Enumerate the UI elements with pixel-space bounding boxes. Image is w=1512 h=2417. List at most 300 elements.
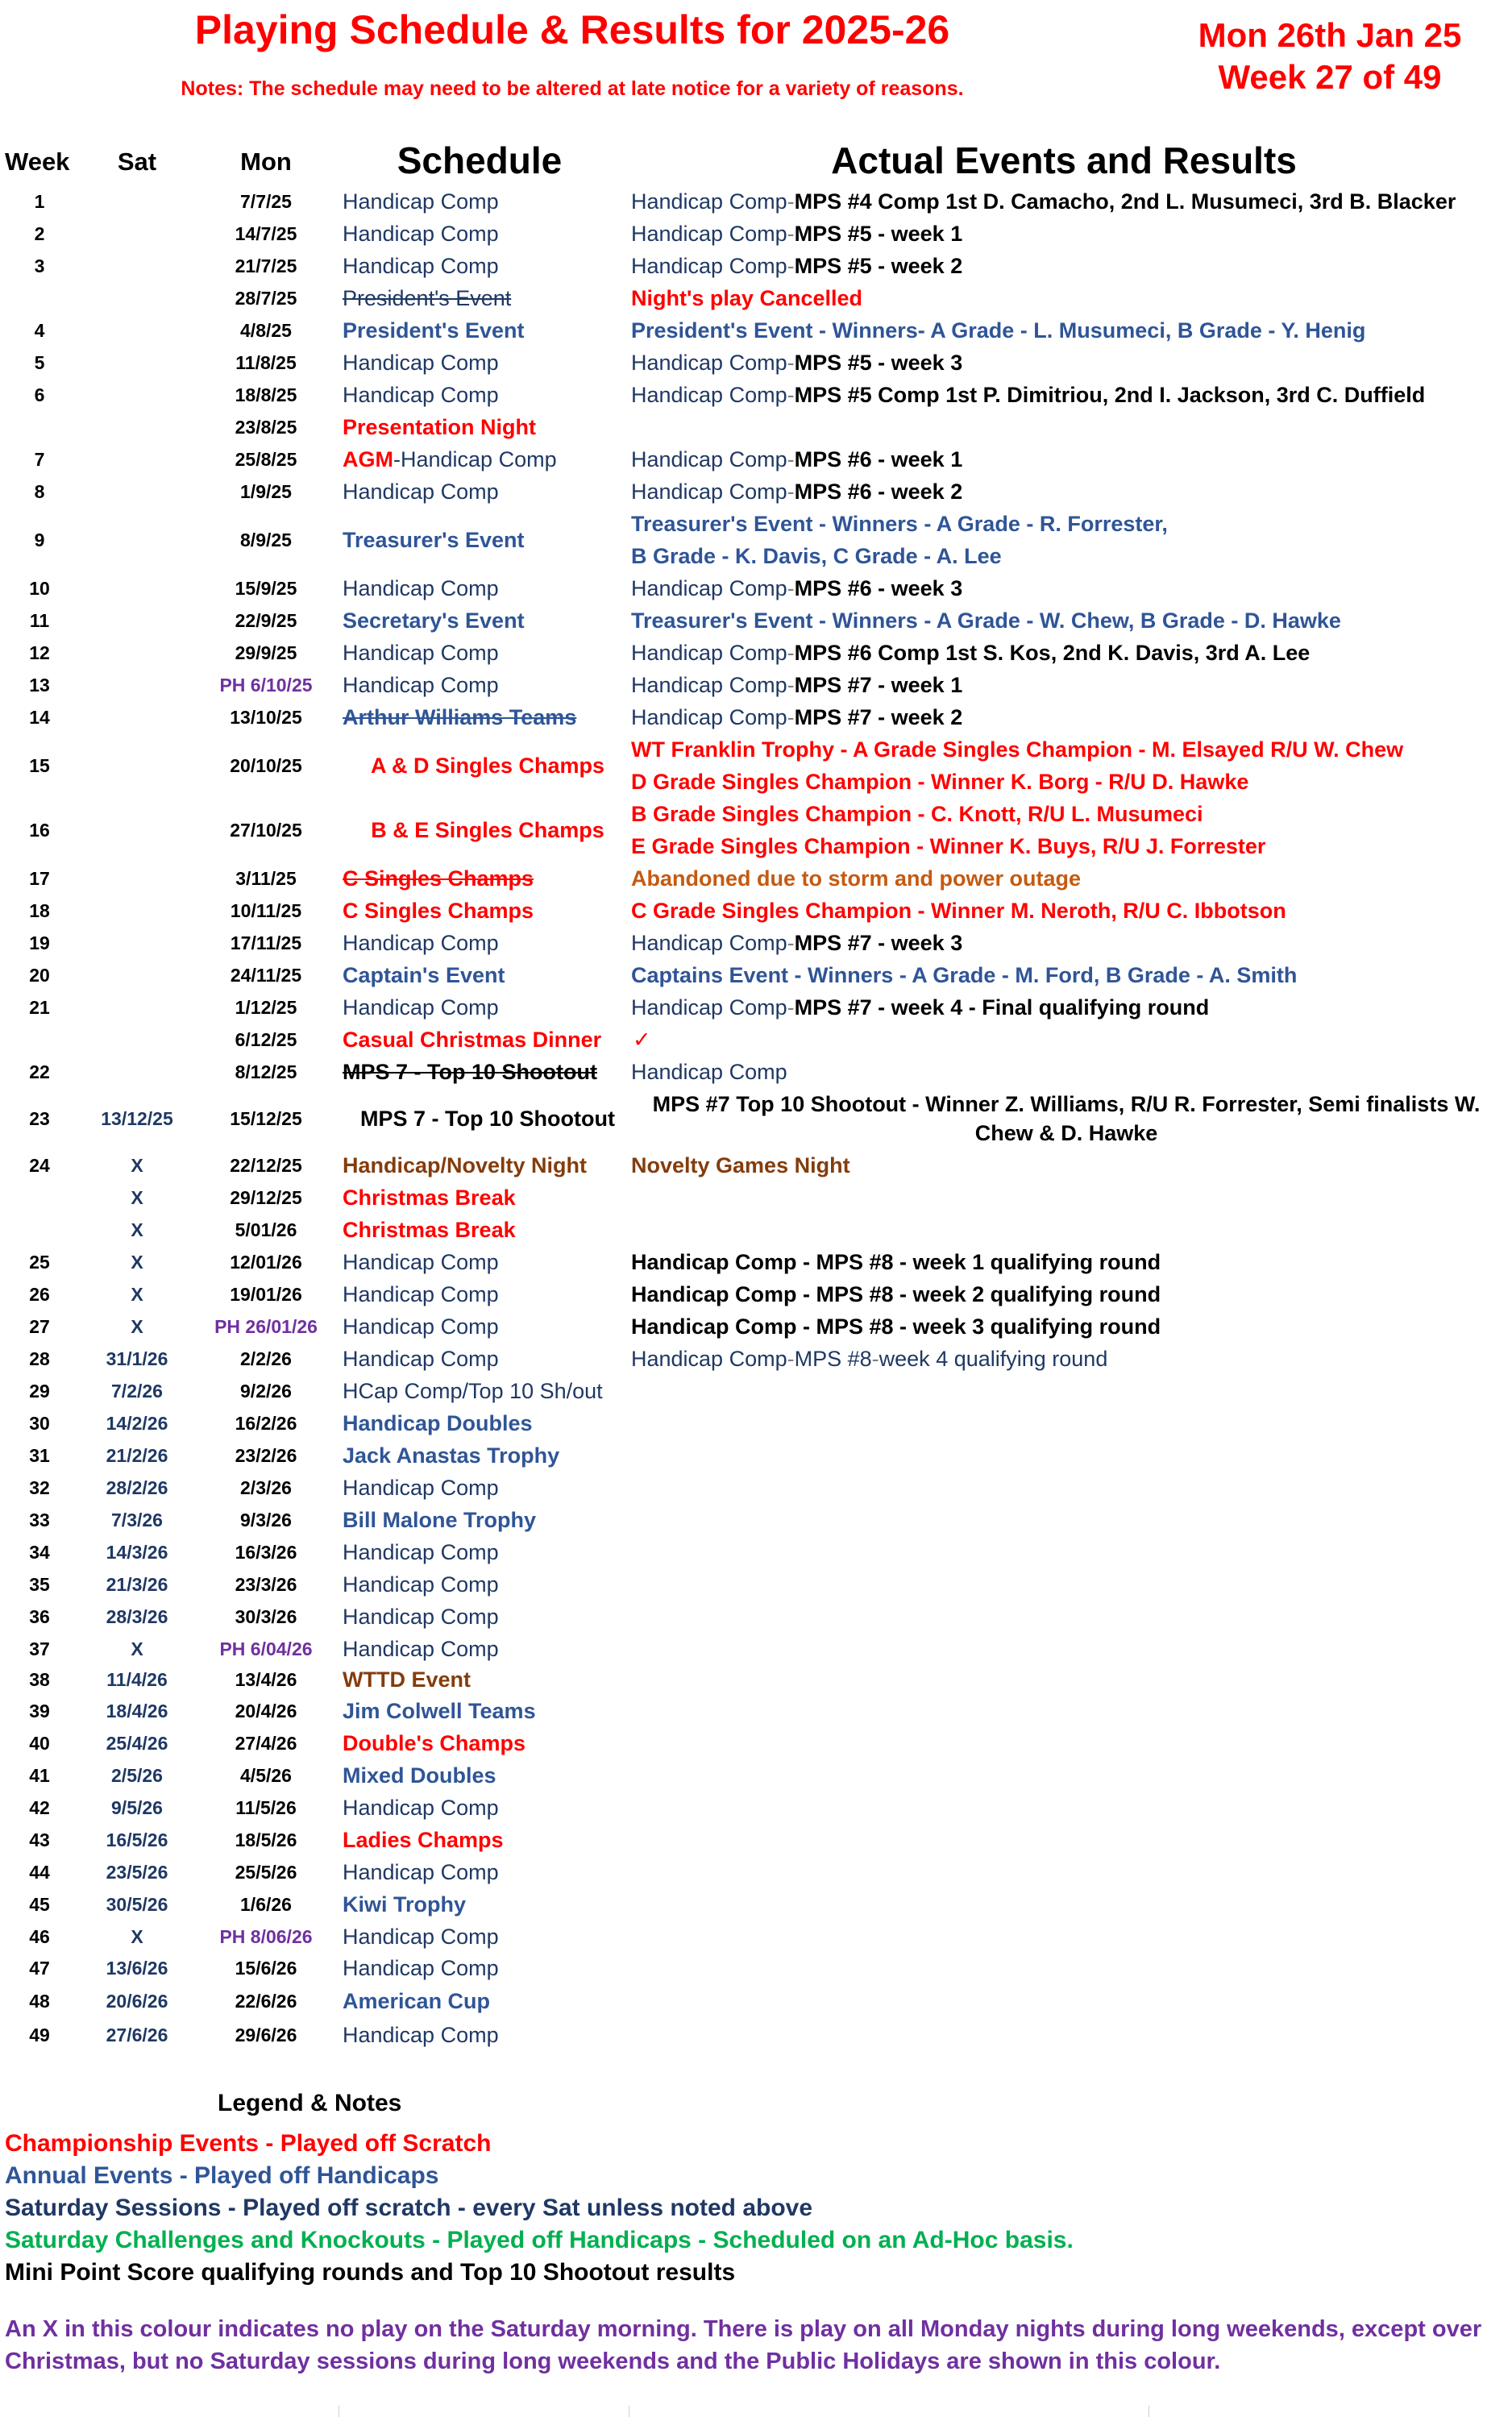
schedule-cell: Bill Malone Trophy [343, 1507, 537, 1532]
mon-cell: 22/9/25 [235, 609, 297, 631]
mon-cell: 24/11/25 [230, 964, 302, 986]
mon-cell: 15/12/25 [230, 1107, 302, 1129]
sat-cell: 25/4/26 [106, 1732, 168, 1754]
table-row [0, 508, 1512, 572]
week-cell [0, 411, 79, 443]
mon-cell: 1/6/26 [240, 1893, 292, 1915]
header-sat: Sat [117, 147, 157, 176]
actual-cell [631, 991, 1502, 1024]
sat-cell: 18/4/26 [106, 1700, 168, 1721]
actual-cell: Night's play Cancelled [631, 285, 862, 310]
sat-cell [89, 282, 185, 314]
actual-sep: - [787, 479, 795, 504]
sat-cell [89, 443, 185, 476]
table-row [0, 1504, 1512, 1536]
table-row [0, 1665, 1512, 1695]
mon-cell: 11/5/26 [235, 1796, 297, 1818]
actual-cell: C Grade Singles Champion - Winner M. Neroth, R/U C. Ibbotson [631, 898, 1286, 923]
legend-mps: Mini Point Score qualifying rounds and Top 10 Shootout results [5, 2259, 736, 2286]
week-cell: 26 [29, 1283, 50, 1305]
sat-cell [89, 733, 185, 798]
week-cell: 12 [29, 642, 50, 663]
schedule-cell: Presentation Night [343, 414, 537, 439]
footer-note: An X in this colour indicates no play on the Saturday morning. There is play on all Monday nights during long weekends, except over Christmas, but no Saturday sessions during long weekends and the Public Holidays are shown in this colour. [5, 2316, 1482, 2374]
sat-cell [89, 314, 185, 347]
mon-cell: 2/3/26 [240, 1476, 292, 1498]
sat-cell: 13/6/26 [106, 1957, 168, 1979]
sat-cell: 2/5/26 [111, 1764, 163, 1786]
week-cell: 35 [29, 1573, 50, 1595]
schedule-cell: Captain's Event [343, 962, 505, 987]
week-cell: 13 [29, 674, 50, 696]
table-row [0, 1246, 1512, 1278]
mon-cell: 19/01/26 [230, 1283, 302, 1305]
table-row [0, 2019, 1512, 2051]
mon-cell: 22/12/25 [230, 1154, 302, 1176]
week-cell: 25 [29, 1251, 50, 1273]
sat-cell: X [131, 1219, 143, 1240]
mon-cell: 14/7/25 [235, 222, 297, 244]
page-title: Playing Schedule & Results for 2025-26 [194, 7, 950, 52]
actual-event: Handicap Comp [631, 930, 787, 955]
week-cell: 5 [34, 351, 45, 373]
schedule-cell: Handicap Comp [343, 1795, 499, 1820]
schedule-cell: Handicap Comp [343, 1572, 499, 1597]
schedule-cell: Handicap Comp [343, 1475, 499, 1500]
actual-cell [631, 1088, 1502, 1149]
sat-cell [89, 701, 185, 733]
sat-cell: X [131, 1283, 143, 1305]
week-cell: 33 [29, 1509, 50, 1530]
sat-cell: 31/1/26 [106, 1348, 168, 1369]
legend-annual [5, 2162, 438, 2190]
mon-cell: 29/6/26 [235, 2024, 297, 2045]
mon-cell: 28/7/25 [235, 287, 297, 309]
actual-sep: - [787, 382, 795, 407]
table-row [0, 1856, 1512, 1888]
sat-cell: 13/12/25 [101, 1107, 173, 1129]
schedule-cell: Handicap Comp [343, 253, 499, 278]
actual-cell: President's Event - Winners- A Grade - L. Musumeci, B Grade - Y. Henig [631, 318, 1366, 343]
mon-cell: 27/10/25 [230, 819, 302, 841]
mon-cell: 20/10/25 [230, 754, 302, 776]
week-cell: 21 [29, 996, 50, 1018]
table-row [0, 669, 1512, 701]
sat-cell: X [131, 1186, 143, 1208]
table-row [0, 1759, 1512, 1792]
actual-sep: - [787, 640, 795, 665]
mon-cell: 8/9/25 [240, 529, 292, 550]
sat-cell: 23/5/26 [106, 1861, 168, 1883]
table-row [0, 1472, 1512, 1504]
schedule-cell: Mixed Doubles [343, 1763, 496, 1788]
mon-cell: 30/3/26 [235, 1605, 297, 1627]
week-cell: 30 [29, 1412, 50, 1434]
week-cell: 29 [29, 1380, 50, 1402]
schedule-cell: Double's Champs [343, 1730, 525, 1755]
week-cell: 27 [29, 1315, 50, 1337]
schedule-cell: Handicap/Novelty Night [343, 1152, 588, 1177]
table-row [0, 476, 1512, 508]
schedule-cell: MPS 7 - Top 10 Shootout [360, 1106, 615, 1131]
week-cell: 41 [29, 1764, 50, 1786]
actual-result: MPS #7 - week 4 - Final qualifying round [794, 995, 1210, 1020]
week-cell: 3 [34, 255, 45, 276]
legend-championship [5, 2130, 491, 2157]
actual-line-2: B Grade - K. Davis, C Grade - A. Lee [631, 544, 1002, 568]
schedule-cell: HCap Comp/Top 10 Sh/out [343, 1378, 603, 1403]
mon-cell: 27/4/26 [235, 1732, 297, 1754]
table-row [0, 1695, 1512, 1727]
actual-cell: Handicap Comp - MPS #8 - week 3 qualifying round [631, 1314, 1161, 1339]
legend-challenges: Saturday Challenges and Knockouts - Played off Handicaps - Scheduled on an Ad-Hoc basis. [5, 2227, 1074, 2253]
mon-cell: 2/2/26 [240, 1348, 292, 1369]
actual-cell [631, 476, 1502, 508]
mon-cell: 22/6/26 [235, 1990, 297, 2012]
schedule-cell: Handicap Comp [343, 221, 499, 246]
actual-event: Handicap Comp [631, 672, 787, 697]
schedule-cell: Handicap Comp [343, 1249, 499, 1274]
week-cell: 8 [34, 480, 45, 502]
schedule-cell: Handicap Comp [343, 350, 499, 375]
week-cell: 17 [29, 867, 50, 889]
actual-result: MPS #4 Comp 1st D. Camacho, 2nd L. Musumeci, 3rd B. Blacker [794, 189, 1456, 214]
sat-cell: 28/2/26 [106, 1476, 168, 1498]
actual-sep: - [787, 253, 795, 278]
week-cell: 4 [34, 319, 45, 341]
mon-cell: 18/8/25 [235, 384, 297, 405]
week-cell: 23 [29, 1107, 50, 1129]
schedule-cell: MPS 7 - Top 10 Shootout [343, 1059, 597, 1084]
mon-cell: 1/9/25 [240, 480, 292, 502]
mon-cell: 18/5/26 [235, 1829, 297, 1850]
actual-result: MPS #6 - week 2 [794, 479, 963, 504]
schedule-table [0, 185, 1512, 2051]
schedule-cell: President's Event [343, 285, 512, 310]
sat-cell: 14/2/26 [106, 1412, 168, 1434]
legend-annual-desc: - Played off Handicaps [172, 2162, 439, 2189]
mon-cell: 23/2/26 [235, 1444, 297, 1466]
table-row [0, 1983, 1512, 2019]
sat-cell [89, 185, 185, 218]
week-cell [0, 1024, 79, 1056]
week-cell: 40 [29, 1732, 50, 1754]
table-row [0, 991, 1512, 1024]
notes-text: Notes: The schedule may need to be altered at late notice for a variety of reasons. [181, 77, 964, 100]
table-row [0, 1024, 1512, 1056]
mon-cell: 23/8/25 [235, 416, 297, 438]
schedule-cell: Handicap Comp [343, 640, 499, 665]
table-row [0, 1824, 1512, 1856]
mon-cell: 4/5/26 [240, 1764, 292, 1786]
actual-cell [631, 927, 1502, 959]
week-cell: 14 [29, 706, 50, 728]
week-cell [0, 1182, 79, 1214]
mon-cell: 23/3/26 [235, 1573, 297, 1595]
actual-result: MPS #5 - week 1 [794, 221, 963, 246]
actual-cell: Handicap Comp [631, 1059, 787, 1084]
mon-cell: 13/4/26 [235, 1669, 297, 1690]
table-row [0, 1727, 1512, 1759]
mon-cell: 16/3/26 [235, 1541, 297, 1563]
sat-cell [89, 572, 185, 604]
schedule-cell: Secretary's Event [343, 608, 525, 633]
header-schedule: Schedule [397, 139, 563, 181]
table-row [0, 1088, 1512, 1149]
table-row [0, 379, 1512, 411]
sat-cell: 21/2/26 [106, 1444, 168, 1466]
table-row [0, 959, 1512, 991]
sat-cell [89, 1024, 185, 1056]
table-row [0, 701, 1512, 733]
schedule-agm: AGM [343, 446, 393, 471]
actual-cell [631, 218, 1502, 250]
week-cell: 43 [29, 1829, 50, 1850]
actual-cell [631, 1182, 1502, 1214]
actual-cell [631, 1343, 1502, 1375]
schedule-cell: Casual Christmas Dinner [343, 1027, 602, 1052]
actual-event: Handicap Comp [631, 382, 787, 407]
table-row [0, 572, 1512, 604]
actual-sep: - [787, 672, 795, 697]
actual-event: Handicap Comp [631, 575, 787, 600]
table-row [0, 1439, 1512, 1472]
schedule-cell: Handicap Comp [343, 1636, 499, 1661]
actual-cell [631, 637, 1502, 669]
sat-cell: 30/5/26 [106, 1893, 168, 1915]
actual-sep-2: - [871, 1346, 879, 1371]
actual-result: MPS #7 - week 1 [794, 672, 963, 697]
table-row [0, 1601, 1512, 1633]
table-row [0, 927, 1512, 959]
actual-sep: - [787, 575, 795, 600]
sat-cell [89, 1056, 185, 1088]
actual-sep: - [787, 930, 795, 955]
schedule-cell: Handicap Doubles [343, 1410, 533, 1435]
actual-event: Handicap Comp [631, 479, 787, 504]
actual-cell [631, 379, 1502, 411]
schedule-cell: C Singles Champs [343, 866, 534, 891]
table-row [0, 1568, 1512, 1601]
week-cell: 15 [29, 754, 50, 776]
bottom-gridlines [339, 2406, 1512, 2407]
schedule-cell: Handicap Comp [343, 995, 499, 1020]
schedule-cell: Christmas Break [343, 1217, 516, 1242]
mon-cell: 25/8/25 [235, 448, 297, 470]
table-row [0, 1310, 1512, 1343]
schedule-cell: Handicap Comp [343, 1281, 499, 1306]
table-row [0, 1921, 1512, 1953]
sat-cell [89, 991, 185, 1024]
check-icon: ✓ [633, 1027, 651, 1052]
actual-line-2: D Grade Singles Champion - Winner K. Borg - R/U D. Hawke [631, 770, 1249, 794]
actual-sep: - [787, 350, 795, 375]
table-row [0, 1633, 1512, 1665]
schedule-cell: Handicap Comp [343, 1604, 499, 1629]
sat-cell: 27/6/26 [106, 2024, 168, 2045]
actual-cell: Handicap Comp - MPS #8 - week 1 qualifying round [631, 1249, 1161, 1274]
schedule-cell: B & E Singles Champs [371, 817, 604, 842]
actual-result: MPS #8 [794, 1346, 872, 1371]
actual-cell [631, 701, 1502, 733]
sat-cell [89, 895, 185, 927]
mon-cell: 1/12/25 [235, 996, 297, 1018]
week-cell: 10 [29, 577, 50, 599]
schedule-cell: Handicap Comp [343, 1859, 499, 1884]
schedule-cell: Handicap Comp [343, 1346, 499, 1371]
table-row [0, 1375, 1512, 1407]
table-row [0, 314, 1512, 347]
mon-cell: 15/9/25 [235, 577, 297, 599]
table-row [0, 443, 1512, 476]
table-row [0, 347, 1512, 379]
week-cell: 24 [29, 1154, 50, 1176]
mon-cell: 17/11/25 [230, 932, 302, 953]
mon-cell: 20/4/26 [235, 1700, 297, 1721]
schedule-cell: Handicap Comp [343, 189, 499, 214]
mon-cell: 13/10/25 [230, 706, 302, 728]
schedule-cell: Christmas Break [343, 1185, 516, 1210]
mon-cell: 6/12/25 [235, 1028, 297, 1050]
sat-cell [89, 927, 185, 959]
header-actual: Actual Events and Results [831, 139, 1297, 181]
actual-cell [631, 733, 1502, 798]
schedule-cell: Kiwi Trophy [343, 1892, 467, 1917]
sat-cell: 21/3/26 [106, 1573, 168, 1595]
table-row [0, 895, 1512, 927]
mon-cell: PH 26/01/26 [214, 1315, 318, 1337]
table-row [0, 1214, 1512, 1246]
actual-line-1: MPS #7 Top 10 Shootout - Winner Z. Williams, R/U R. Forrester, Semi finalists W. [652, 1092, 1481, 1116]
week-cell: 47 [29, 1957, 50, 1979]
table-row [0, 1953, 1512, 1983]
legend-title: Legend & Notes [218, 2090, 402, 2116]
week-cell: 11 [29, 609, 50, 631]
week-cell: 2 [34, 222, 45, 244]
schedule-cell: A & D Singles Champs [370, 753, 605, 778]
schedule-cell: Handicap Comp [343, 479, 499, 504]
actual-cell [631, 185, 1502, 218]
actual-event: Handicap Comp [631, 253, 787, 278]
schedule-cell: Treasurer's Event [343, 527, 525, 552]
sat-cell: X [131, 1925, 143, 1947]
sat-cell [89, 347, 185, 379]
current-week: Week 27 of 49 [1218, 58, 1442, 96]
actual-result: MPS #5 - week 3 [794, 350, 963, 375]
week-cell: 37 [29, 1638, 50, 1659]
week-cell: 1 [34, 190, 45, 212]
sat-cell [89, 604, 185, 637]
mon-cell: 21/7/25 [235, 255, 297, 276]
sat-cell [89, 411, 185, 443]
week-cell: 48 [29, 1990, 50, 2012]
sat-cell: X [131, 1315, 143, 1337]
table-row [0, 218, 1512, 250]
week-cell: 36 [29, 1605, 50, 1627]
table-row [0, 250, 1512, 282]
actual-cell [631, 250, 1502, 282]
week-cell [0, 282, 79, 314]
sat-cell: 20/6/26 [106, 1990, 168, 2012]
mon-cell: PH 6/04/26 [219, 1638, 313, 1659]
header-week: Week [5, 147, 70, 176]
week-cell: 42 [29, 1796, 50, 1818]
table-row [0, 1278, 1512, 1310]
schedule-extra: -Handicap Comp [393, 446, 557, 471]
current-date: Mon 26th Jan 25 [1198, 16, 1462, 54]
mon-cell: 29/12/25 [230, 1186, 302, 1208]
actual-event: Handicap Comp [631, 446, 787, 471]
table-row [0, 1536, 1512, 1568]
actual-result: MPS #5 Comp 1st P. Dimitriou, 2nd I. Jackson, 3rd C. Duffield [794, 382, 1426, 407]
week-cell: 22 [29, 1061, 50, 1082]
schedule-cell: C Singles Champs [343, 898, 534, 923]
actual-cell [631, 443, 1502, 476]
table-row [0, 185, 1512, 218]
mon-cell: 7/7/25 [240, 190, 292, 212]
schedule-cell: Ladies Champs [343, 1827, 504, 1852]
week-cell: 6 [34, 384, 45, 405]
actual-result-2: week 4 qualifying round [879, 1346, 1108, 1371]
sat-cell [89, 218, 185, 250]
actual-cell: Novelty Games Night [631, 1152, 850, 1177]
week-cell: 19 [29, 932, 50, 953]
table-row [0, 862, 1512, 895]
schedule-cell: Handicap Comp [343, 2022, 499, 2047]
table-row [0, 1792, 1512, 1824]
actual-cell [631, 508, 1502, 572]
actual-sep: - [787, 221, 795, 246]
schedule-cell: Arthur Williams Teams [343, 704, 577, 729]
mon-cell: 3/11/25 [235, 867, 297, 889]
table-row [0, 1056, 1512, 1088]
table-row [0, 411, 1512, 443]
week-cell: 38 [29, 1669, 50, 1690]
schedule-cell: Handicap Comp [343, 930, 499, 955]
actual-cell: Abandoned due to storm and power outage [631, 866, 1082, 891]
week-cell: 16 [29, 819, 50, 841]
week-cell: 20 [29, 964, 50, 986]
mon-cell: 15/6/26 [235, 1957, 297, 1979]
legend-annual-label: Annual Events [5, 2162, 173, 2189]
schedule-cell: Jack Anastas Trophy [343, 1443, 560, 1468]
mon-cell: 12/01/26 [230, 1251, 302, 1273]
header-mon: Mon [240, 147, 292, 176]
mon-cell: 25/5/26 [235, 1861, 297, 1883]
week-cell: 31 [29, 1444, 50, 1466]
sat-cell [89, 508, 185, 572]
actual-cell [631, 572, 1502, 604]
mon-cell: 5/01/26 [235, 1219, 297, 1240]
actual-line-1: WT Franklin Trophy - A Grade Singles Champion - M. Elsayed R/U W. Chew [631, 737, 1404, 762]
schedule-cell: Handicap Comp [343, 672, 499, 697]
actual-cell [631, 1214, 1502, 1246]
actual-result: MPS #5 - week 2 [794, 253, 963, 278]
actual-event: Handicap Comp [631, 640, 787, 665]
schedule-cell [343, 443, 633, 476]
actual-event: Handicap Comp [631, 704, 787, 729]
mon-cell: 11/8/25 [235, 351, 297, 373]
sat-cell [89, 637, 185, 669]
mon-cell: 8/12/25 [235, 1061, 297, 1082]
schedule-cell: Handicap Comp [343, 1314, 499, 1339]
actual-result: MPS #6 Comp 1st S. Kos, 2nd K. Davis, 3rd A. Lee [794, 640, 1311, 665]
actual-cell [631, 798, 1502, 862]
table-row [0, 1343, 1512, 1375]
actual-event: Handicap Comp [631, 995, 787, 1020]
week-cell: 44 [29, 1861, 50, 1883]
actual-sep: - [787, 1346, 795, 1371]
